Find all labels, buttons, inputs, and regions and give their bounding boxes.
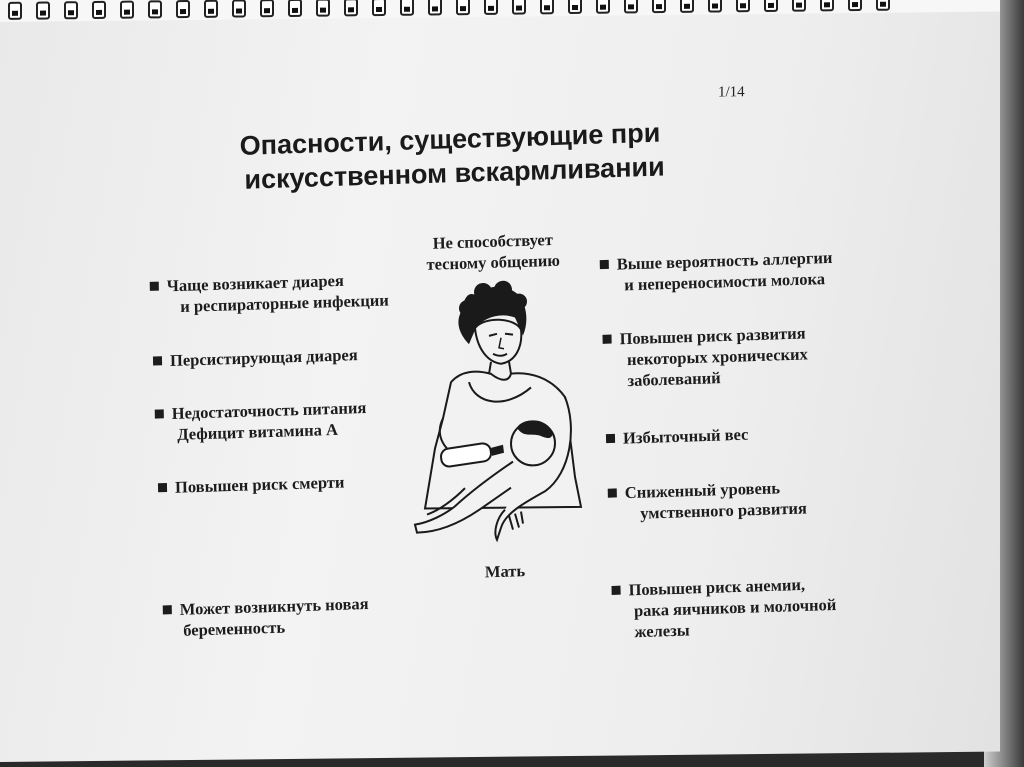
bullet-icon bbox=[600, 260, 609, 269]
center-top-line-1: Не способствует bbox=[432, 229, 554, 253]
spiral-ring bbox=[456, 0, 470, 15]
bullet-icon bbox=[606, 434, 615, 443]
left-item-4-line-1: Повышен риск смерти bbox=[174, 472, 345, 497]
spiral-ring bbox=[176, 0, 190, 18]
bullet-icon bbox=[163, 605, 172, 614]
spiral-ring bbox=[344, 0, 358, 16]
left-item-3-line-1: Недостаточность питания bbox=[171, 397, 367, 424]
left-item-2-line-1: Персистирующая диарея bbox=[169, 345, 358, 371]
spiral-ring bbox=[652, 0, 666, 13]
title-line-2: искусственном вскармливании bbox=[244, 151, 665, 195]
spiral-ring bbox=[512, 0, 526, 15]
mother-label: Мать bbox=[484, 561, 526, 582]
spiral-ring bbox=[820, 0, 834, 11]
spiral-ring bbox=[8, 2, 22, 20]
right-item-4-line-2: умственного развития bbox=[640, 498, 808, 523]
left-item-2 bbox=[153, 344, 358, 371]
spiral-ring bbox=[400, 0, 414, 16]
right-item-3 bbox=[606, 424, 749, 449]
spiral-ring bbox=[148, 0, 162, 18]
spiral-ring bbox=[764, 0, 778, 12]
spiral-ring bbox=[708, 0, 722, 13]
right-item-5-line-2: рака яичников и молочной bbox=[633, 594, 837, 621]
left-item-1-line-1: Чаще возникает диарея bbox=[166, 270, 344, 296]
right-item-2-line-2: некоторых хронических bbox=[626, 344, 809, 370]
right-item-3-line-1: Избыточный вес bbox=[622, 424, 749, 448]
center-top-line-2: тесному общению bbox=[426, 250, 561, 274]
right-item-4-line-1: Сниженный уровень bbox=[624, 478, 781, 503]
bullet-icon bbox=[153, 356, 162, 365]
spiral-ring bbox=[316, 0, 330, 17]
left-item-1-line-2: и респираторные инфекции bbox=[180, 290, 390, 316]
spiral-ring bbox=[64, 1, 78, 19]
bullet-icon bbox=[155, 409, 164, 418]
spiral-ring bbox=[92, 1, 106, 19]
spiral-ring bbox=[204, 0, 218, 18]
spiral-ring bbox=[680, 0, 694, 13]
bullet-icon bbox=[150, 282, 159, 291]
left-item-3-line-2: Дефицит витамина А bbox=[177, 419, 339, 444]
mother-bottle-feeding-illustration bbox=[405, 277, 595, 564]
right-item-2-line-3: заболеваний bbox=[627, 368, 721, 391]
right-item-4 bbox=[608, 476, 808, 524]
spiral-ring bbox=[876, 0, 890, 11]
spiral-ring bbox=[568, 0, 582, 14]
spiral-ring bbox=[232, 0, 246, 18]
bullet-icon bbox=[608, 488, 617, 497]
spiral-ring bbox=[428, 0, 442, 16]
spiral-ring bbox=[848, 0, 862, 11]
page-title bbox=[235, 113, 756, 197]
right-item-1-line-1: Выше вероятность аллергии bbox=[616, 247, 833, 274]
bullet-icon bbox=[611, 586, 620, 595]
page-number: 1/14 bbox=[718, 84, 745, 101]
spiral-ring bbox=[372, 0, 386, 16]
left-item-1 bbox=[150, 268, 389, 317]
right-item-2 bbox=[602, 322, 808, 391]
left-item-4 bbox=[158, 471, 345, 498]
spiral-ring bbox=[624, 0, 638, 13]
left-item-5-line-2: беременность bbox=[183, 617, 286, 640]
right-item-2-line-1: Повышен риск развития bbox=[619, 323, 806, 349]
left-item-5 bbox=[163, 593, 370, 641]
spiral-ring bbox=[288, 0, 302, 17]
spiral-ring bbox=[540, 0, 554, 14]
spiral-ring bbox=[260, 0, 274, 17]
right-item-1 bbox=[600, 247, 833, 296]
title-line-1: Опасности, существующие при bbox=[239, 117, 661, 161]
right-item-5-line-1: Повышен риск анемии, bbox=[628, 574, 806, 600]
spiral-ring bbox=[120, 1, 134, 19]
bullet-icon bbox=[602, 335, 611, 344]
bullet-icon bbox=[158, 483, 167, 492]
left-item-3 bbox=[155, 397, 367, 446]
right-item-1-line-2: и непереносимости молока bbox=[624, 269, 826, 295]
spiral-binding bbox=[0, 0, 1000, 22]
spiral-ring bbox=[596, 0, 610, 14]
center-top-label bbox=[408, 228, 579, 275]
left-item-5-line-1: Может возникнуть новая bbox=[179, 593, 369, 619]
spiral-ring bbox=[736, 0, 750, 12]
right-item-5 bbox=[611, 573, 837, 643]
spiral-ring bbox=[36, 1, 50, 19]
spiral-ring bbox=[484, 0, 498, 15]
right-item-5-line-3: железы bbox=[634, 620, 690, 642]
spiral-ring bbox=[792, 0, 806, 12]
